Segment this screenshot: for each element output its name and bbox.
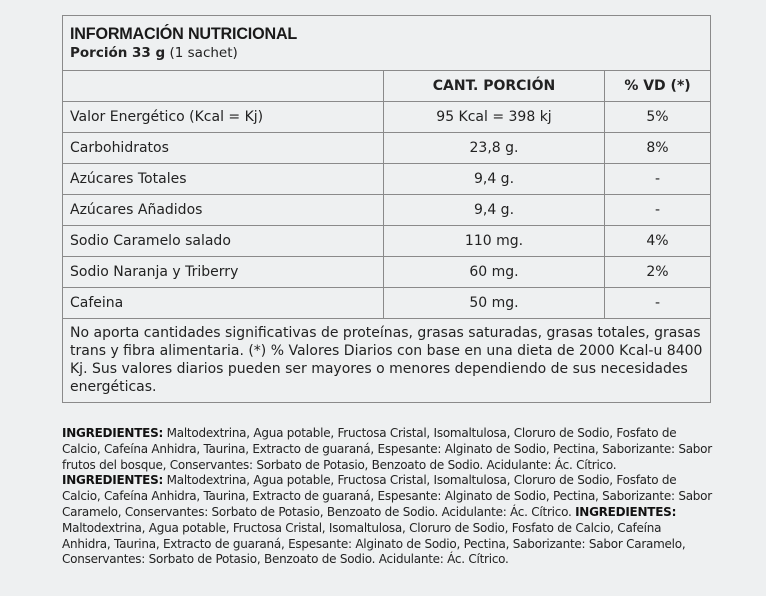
portion-detail: (1 sachet): [169, 45, 238, 61]
ingredients-list: Maltodextrina, Agua potable, Fructosa Cristal, Isomaltulosa, Cloruro de Sodio, Fosfato de Calcio, Cafeína Anhidra, Taurina, Extracto de guaraná, Espesante: Alginato de Sodio, Pectina, Saborizante: Sabor frutos del bosque, Conservantes: Sorbato de Potasio, Benzoato de Sodio. Acidulante: Ác. Cítrico.: [62, 426, 712, 472]
portion-label: Porción 33 g: [70, 45, 166, 61]
nutrient-amount: 23,8 g.: [384, 133, 605, 163]
nutrient-row: [63, 102, 710, 133]
nutrient-row: [63, 195, 710, 226]
nutrient-vd: -: [654, 295, 661, 311]
ingredients-label: INGREDIENTES:: [62, 426, 164, 440]
ingredients-list: Maltodextrina, Agua potable, Fructosa Cristal, Isomaltulosa, Cloruro de Sodio, Fosfato de Calcio, Cafeína Anhidra, Taurina, Extracto de guaraná, Espesante: Alginato de Sodio, Pectina, Saborizante: Sabor Caramelo, Conservantes: Sorbato de Potasio, Benzoato de Sodio. Acidulante: Ác. Cítrico.: [62, 473, 712, 519]
nutrient-vd: 8%: [646, 140, 669, 156]
nutrient-vd: 4%: [646, 233, 669, 249]
nutrition-table: [62, 15, 711, 403]
nutrient-amount: 9,4 g.: [384, 195, 605, 225]
nutrient-vd: -: [654, 171, 661, 187]
nutrient-row: [63, 226, 710, 257]
nutrition-header: [63, 16, 710, 71]
nutrient-name: Azúcares Totales: [63, 164, 384, 194]
nutrient-row: [63, 133, 710, 164]
column-header-amount: CANT. PORCIÓN: [384, 71, 605, 101]
column-header-vd: % VD (*): [624, 78, 691, 94]
nutrient-vd: -: [654, 202, 661, 218]
nutrient-name: Carbohidratos: [63, 133, 384, 163]
nutrient-name: Valor Energético (Kcal = Kj): [63, 102, 384, 132]
nutrient-row: [63, 257, 710, 288]
nutrition-title: INFORMACIÓN NUTRICIONAL: [70, 24, 298, 43]
nutrition-note: No aporta cantidades significativas de proteínas, grasas saturadas, grasas totales, grasas trans y fibra alimentaria. (*) % Valores Diarios con base en una dieta de 2000 Kcal-u 8400 Kj. Sus valores diarios pueden ser mayores o menores dependiendo de sus necesidades energéticas.: [70, 325, 703, 395]
nutrient-vd: 5%: [646, 109, 669, 125]
nutrient-row: [63, 164, 710, 195]
ingredients-text: [62, 426, 712, 568]
nutrient-amount: 9,4 g.: [384, 164, 605, 194]
ingredients-list: Maltodextrina, Agua potable, Fructosa Cristal, Isomaltulosa, Cloruro de Sodio, Fosfato de Calcio, Cafeína Anhidra, Taurina, Extracto de guaraná, Espesante: Alginato de Sodio, Pectina, Saborizante: Sabor Caramelo, Conservantes: Sorbato de Potasio, Benzoato de Sodio. Acidulante: Ác. Cítrico.: [62, 520, 686, 567]
nutrient-vd: 2%: [646, 264, 669, 280]
nutrient-amount: 110 mg.: [384, 226, 605, 256]
nutrient-name: Sodio Caramelo salado: [63, 226, 384, 256]
ingredients-label: INGREDIENTES:: [575, 504, 677, 519]
nutrient-amount: 95 Kcal = 398 kj: [384, 102, 605, 132]
portion-size: [70, 44, 710, 62]
nutrient-name: Azúcares Añadidos: [63, 195, 384, 225]
nutrient-name: Sodio Naranja y Triberry: [63, 257, 384, 287]
nutrient-row: [63, 288, 710, 319]
column-header-row: [63, 71, 710, 102]
column-header-nutrient: [63, 71, 384, 101]
nutrient-amount: 60 mg.: [384, 257, 605, 287]
nutrient-amount: 50 mg.: [384, 288, 605, 318]
nutrient-name: Cafeina: [63, 288, 384, 318]
ingredients-label: INGREDIENTES:: [62, 473, 164, 488]
